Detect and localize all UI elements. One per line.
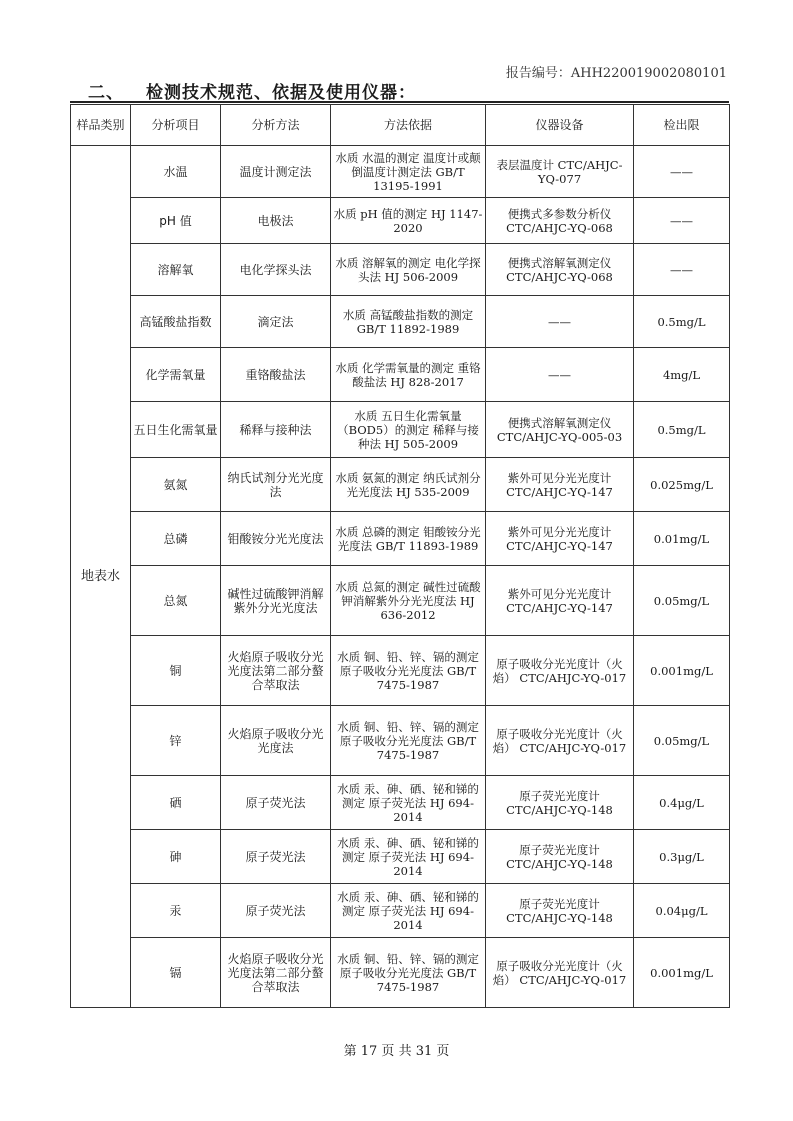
row-method: 重铬酸盐法 bbox=[221, 348, 331, 402]
row-item: 化学需氧量 bbox=[131, 348, 221, 402]
row-method: 温度计测定法 bbox=[221, 146, 331, 198]
row-instrument: 便携式多参数分析仪 CTC/AHJC-YQ-068 bbox=[486, 198, 634, 244]
row-basis: 水质 高锰酸盐指数的测定 GB/T 11892-1989 bbox=[331, 296, 486, 348]
row-basis: 水质 五日生化需氧量（BOD5）的测定 稀释与接种法 HJ 505-2009 bbox=[331, 402, 486, 458]
row-limit: 0.01mg/L bbox=[634, 512, 730, 566]
row-instrument: 原子荧光光度计 CTC/AHJC-YQ-148 bbox=[486, 884, 634, 938]
row-method: 火焰原子吸收分光光度法第二部分螯合萃取法 bbox=[221, 636, 331, 706]
row-instrument: 原子吸收分光光度计（火焰） CTC/AHJC-YQ-017 bbox=[486, 938, 634, 1008]
header-instrument: 仪器设备 bbox=[486, 105, 634, 146]
report-number bbox=[506, 62, 727, 81]
row-instrument: 紫外可见分光光度计 CTC/AHJC-YQ-147 bbox=[486, 566, 634, 636]
spec-table bbox=[70, 104, 730, 1008]
row-limit: 0.5mg/L bbox=[634, 402, 730, 458]
row-item: 砷 bbox=[131, 830, 221, 884]
row-limit: 0.04μg/L bbox=[634, 884, 730, 938]
row-instrument: 紫外可见分光光度计 CTC/AHJC-YQ-147 bbox=[486, 512, 634, 566]
row-basis: 水质 汞、砷、硒、铋和锑的测定 原子荧光法 HJ 694-2014 bbox=[331, 830, 486, 884]
row-basis: 水质 溶解氧的测定 电化学探头法 HJ 506-2009 bbox=[331, 244, 486, 296]
row-limit: 4mg/L bbox=[634, 348, 730, 402]
table-row bbox=[71, 938, 730, 1008]
header-category: 样品类别 bbox=[71, 105, 131, 146]
row-limit: 0.4μg/L bbox=[634, 776, 730, 830]
row-instrument: —— bbox=[486, 296, 634, 348]
row-basis: 水质 铜、铅、锌、镉的测定 原子吸收分光光度法 GB/T 7475-1987 bbox=[331, 706, 486, 776]
row-method: 火焰原子吸收分光光度法 bbox=[221, 706, 331, 776]
row-item: 水温 bbox=[131, 146, 221, 198]
row-limit: —— bbox=[634, 146, 730, 198]
row-item: 溶解氧 bbox=[131, 244, 221, 296]
section-title bbox=[88, 78, 416, 103]
row-basis: 水质 汞、砷、硒、铋和锑的测定 原子荧光法 HJ 694-2014 bbox=[331, 884, 486, 938]
table-row bbox=[71, 244, 730, 296]
row-limit: —— bbox=[634, 198, 730, 244]
report-number-label: 报告编号： bbox=[505, 66, 571, 81]
header-method: 分析方法 bbox=[221, 105, 331, 146]
table-row bbox=[71, 146, 730, 198]
row-item: 总氮 bbox=[131, 566, 221, 636]
row-item: 五日生化需氧量 bbox=[131, 402, 221, 458]
row-item: 镉 bbox=[131, 938, 221, 1008]
row-item: 总磷 bbox=[131, 512, 221, 566]
row-item: 氨氮 bbox=[131, 458, 221, 512]
row-instrument: 原子荧光光度计 CTC/AHJC-YQ-148 bbox=[486, 830, 634, 884]
row-instrument: 原子吸收分光光度计（火焰） CTC/AHJC-YQ-017 bbox=[486, 706, 634, 776]
row-method: 纳氏试剂分光光度法 bbox=[221, 458, 331, 512]
row-basis: 水质 pH 值的测定 HJ 1147-2020 bbox=[331, 198, 486, 244]
row-limit: 0.5mg/L bbox=[634, 296, 730, 348]
table-row bbox=[71, 402, 730, 458]
row-limit: —— bbox=[634, 244, 730, 296]
row-method: 稀释与接种法 bbox=[221, 402, 331, 458]
row-method: 原子荧光法 bbox=[221, 884, 331, 938]
table-row bbox=[71, 884, 730, 938]
row-limit: 0.05mg/L bbox=[634, 706, 730, 776]
row-item: 铜 bbox=[131, 636, 221, 706]
table-row bbox=[71, 348, 730, 402]
row-method: 火焰原子吸收分光光度法第二部分螯合萃取法 bbox=[221, 938, 331, 1008]
row-basis: 水质 铜、铅、锌、镉的测定 原子吸收分光光度法 GB/T 7475-1987 bbox=[331, 938, 486, 1008]
row-limit: 0.3μg/L bbox=[634, 830, 730, 884]
row-item: pH 值 bbox=[131, 198, 221, 244]
row-basis: 水质 氨氮的测定 纳氏试剂分光光度法 HJ 535-2009 bbox=[331, 458, 486, 512]
row-basis: 水质 化学需氧量的测定 重铬酸盐法 HJ 828-2017 bbox=[331, 348, 486, 402]
row-method: 滴定法 bbox=[221, 296, 331, 348]
row-item: 高锰酸盐指数 bbox=[131, 296, 221, 348]
row-basis: 水质 总氮的测定 碱性过硫酸钾消解紫外分光光度法 HJ 636-2012 bbox=[331, 566, 486, 636]
row-instrument: 原子荧光光度计 CTC/AHJC-YQ-148 bbox=[486, 776, 634, 830]
table-row bbox=[71, 296, 730, 348]
row-method: 原子荧光法 bbox=[221, 830, 331, 884]
table-row bbox=[71, 566, 730, 636]
section-title-text: 检测技术规范、依据及使用仪器： bbox=[146, 83, 416, 103]
row-method: 电极法 bbox=[221, 198, 331, 244]
row-limit: 0.001mg/L bbox=[634, 636, 730, 706]
table-row bbox=[71, 776, 730, 830]
row-instrument: 紫外可见分光光度计 CTC/AHJC-YQ-147 bbox=[486, 458, 634, 512]
table-row bbox=[71, 512, 730, 566]
row-instrument: 便携式溶解氧测定仪 CTC/AHJC-YQ-068 bbox=[486, 244, 634, 296]
title-underline bbox=[70, 101, 729, 103]
report-number-value: AHH22001900208010​1 bbox=[570, 66, 727, 81]
header-item: 分析项目 bbox=[131, 105, 221, 146]
page-footer: 第 17 页 共 31 页 bbox=[343, 1044, 450, 1059]
row-instrument: 表层温度计 CTC/AHJC-YQ-077 bbox=[486, 146, 634, 198]
header-basis: 方法依据 bbox=[331, 105, 486, 146]
row-instrument: 原子吸收分光光度计（火焰） CTC/AHJC-YQ-017 bbox=[486, 636, 634, 706]
header-limit: 检出限 bbox=[634, 105, 730, 146]
table-row bbox=[71, 830, 730, 884]
table-header-row bbox=[71, 105, 730, 146]
row-limit: 0.025mg/L bbox=[634, 458, 730, 512]
table-row bbox=[71, 458, 730, 512]
row-method: 电化学探头法 bbox=[221, 244, 331, 296]
row-item: 锌 bbox=[131, 706, 221, 776]
row-item: 汞 bbox=[131, 884, 221, 938]
row-limit: 0.05mg/L bbox=[634, 566, 730, 636]
row-limit: 0.001mg/L bbox=[634, 938, 730, 1008]
section-number: 二、 bbox=[88, 83, 124, 103]
row-instrument: 便携式溶解氧测定仪 CTC/AHJC-YQ-005-03 bbox=[486, 402, 634, 458]
row-item: 硒 bbox=[131, 776, 221, 830]
row-basis: 水质 汞、砷、硒、铋和锑的测定 原子荧光法 HJ 694-2014 bbox=[331, 776, 486, 830]
row-method: 钼酸铵分光光度法 bbox=[221, 512, 331, 566]
sample-category: 地表水 bbox=[71, 146, 131, 1008]
table-row bbox=[71, 706, 730, 776]
row-instrument: —— bbox=[486, 348, 634, 402]
row-basis: 水质 铜、铅、锌、镉的测定 原子吸收分光光度法 GB/T 7475-1987 bbox=[331, 636, 486, 706]
table-row bbox=[71, 636, 730, 706]
row-basis: 水质 总磷的测定 钼酸铵分光光度法 GB/T 11893-1989 bbox=[331, 512, 486, 566]
table-row bbox=[71, 198, 730, 244]
row-basis: 水质 水温的测定 温度计或颠倒温度计测定法 GB/T 13195-1991 bbox=[331, 146, 486, 198]
row-method: 碱性过硫酸钾消解紫外分光光度法 bbox=[221, 566, 331, 636]
row-method: 原子荧光法 bbox=[221, 776, 331, 830]
